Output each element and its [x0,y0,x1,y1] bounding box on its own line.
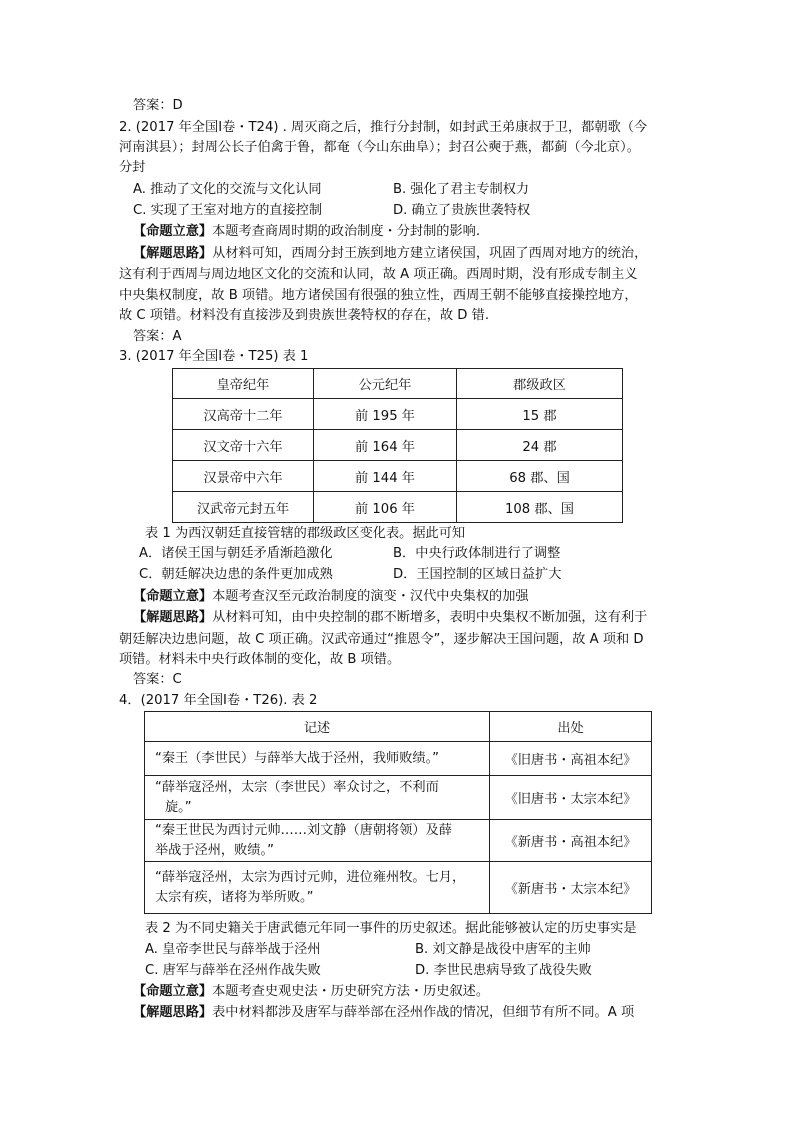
table-row [173,492,623,523]
q3-option-b: B．中央行政体制进行了调整 [393,546,561,561]
table-row [173,399,623,430]
q4-table [144,711,652,914]
table-cell: 汉高帝十二年 [173,399,314,430]
q2-analysis-line-4: 故 C 项错。材料没有直接涉及到贵族世袭特权的存在，故 D 错. [119,308,490,323]
q2-analysis-line-3: 中央集权制度，故 B 项错。地方诸侯国有很强的独立性，西周王朝不能够直接操控地方， [119,288,638,303]
q4-option-b: B. 刘文静是战役中唐军的主帅 [415,942,591,957]
q4-table-header-row [145,712,652,742]
q4-analysis-label: 【解题思路】 [133,1005,213,1020]
table-cell: 15 郡 [457,399,623,430]
q3-table-header: 皇帝纪年 [173,369,314,399]
q2-option-c: C. 实现了王室对地方的直接控制 [133,203,323,218]
q2-option-a: A. 推动了文化的交流与文化认同 [133,182,322,197]
table-row [173,461,623,492]
q4-analysis-line-1 [133,1003,634,1023]
table-row [145,776,652,820]
q2-option-d: D. 确立了贵族世袭特权 [393,203,531,218]
q3-intent [133,587,529,607]
table-cell: 68 郡、国 [457,461,623,492]
q4-intent-text: 本题考查史观史法・历史研究方法・历史叙述。 [212,984,490,999]
q3-table-header: 郡级政区 [457,369,623,399]
q3-intent-text: 本题考查汉至元政治制度的演变・汉代中央集权的加强 [212,589,529,604]
q2-intent-label: 【命题立意】 [133,224,213,239]
q3-intent-label: 【命题立意】 [133,589,213,604]
q3-answer: 答案：C [133,672,182,687]
q2-analysis-text-1: 从材料可知，西周分封王族到地方建立诸侯国，巩固了西周对地方的统治， [212,246,648,261]
q4-option-d: D. 李世民患病导致了战役失败 [415,963,592,978]
q4-intent [133,982,489,1002]
table-cell-text: “薛举寇泾州，太宗（李世民）率众讨之，不利而 旋。” [145,776,490,820]
table-cell-source: 《旧唐书・太宗本纪》 [490,776,652,820]
q2-analysis-line-1 [133,244,647,264]
q2-stem-line-1: 2. (2017 年全国Ⅰ卷・T24) . 周灭商之后，推行分封制，如封武王弟康叔于卫，都朝歌（今 [119,120,648,135]
q4-table-header: 记述 [145,712,490,742]
q2-option-b: B. 强化了君主专制权力 [393,182,530,197]
q1-answer: 答案：D [133,98,183,113]
q2-intent [133,222,480,242]
table-cell-text: “薛举寇泾州，太宗为西讨元帅，进位雍州牧。七月， 太宗有疾，诸将为举所败。” [145,862,490,914]
q3-question: 表 1 为西汉朝廷直接管辖的郡级政区变化表。据此可知 [145,526,466,541]
q4-stem: 4．(2017 年全国Ⅰ卷・T26). 表 2 [119,693,318,708]
table-cell: 108 郡、国 [457,492,623,523]
table-cell: 前 195 年 [314,399,457,430]
q3-analysis-label: 【解题思路】 [133,610,213,625]
q3-stem: 3. (2017 年全国Ⅰ卷・T25) 表 1 [119,349,309,364]
q3-option-c: C．朝廷解决边患的条件更加成熟 [139,567,333,582]
q3-analysis-text-1: 从材料可知，由中央控制的郡不断增多，表明中央集权不断加强，这有利于 [212,610,648,625]
table-cell: 汉武帝元封五年 [173,492,314,523]
q3-option-a: A．诸侯王国与朝廷矛盾渐趋激化 [139,546,333,561]
q2-intent-text: 本题考查商周时期的政治制度・分封制的影响. [212,224,481,239]
q3-option-d: D．王国控制的区域日益扩大 [393,567,562,582]
q3-table-header-row [173,369,623,399]
table-cell-text: “秦王（李世民）与薛举大战于泾州，我师败绩。” [145,742,490,776]
q3-analysis-line-2: 朝廷解决边患问题，故 C 项正确。汉武帝通过“推恩令”，逐步解决王国问题，故 A 项和 D [119,632,644,647]
q2-analysis-label: 【解题思路】 [133,246,213,261]
q4-option-a: A. 皇帝李世民与薛举战于泾州 [145,942,321,957]
table-row [145,862,652,914]
table-cell: 汉文帝十六年 [173,430,314,461]
q4-table-header: 出处 [490,712,652,742]
q3-analysis-line-3: 项错。材料未中央行政体制的变化，故 B 项错。 [119,652,401,667]
table-cell: 前 144 年 [314,461,457,492]
table-row [145,820,652,862]
q4-analysis-text-1: 表中材料都涉及唐军与薛举部在泾州作战的情况，但细节有所不同。A 项 [212,1005,635,1020]
table-row [145,742,652,776]
table-cell-source: 《新唐书・高祖本纪》 [490,820,652,862]
q4-option-c: C. 唐军与薛举在泾州作战失败 [145,963,321,978]
table-row [173,430,623,461]
table-cell-text: “秦王世民为西讨元帅……刘文静（唐朝将领）及薛 举战于泾州，败绩。” [145,820,490,862]
q3-table-header: 公元纪年 [314,369,457,399]
q2-stem-line-2: 河南淇县）；封周公长子伯禽于鲁，都奄（今山东曲阜）；封召公奭于燕，都蓟（今北京）。 [119,140,640,155]
q4-question: 表 2 为不同史籍关于唐武德元年同一事件的历史叙述。据此能够被认定的历史事实是 [145,921,637,936]
table-cell: 24 郡 [457,430,623,461]
table-cell: 前 106 年 [314,492,457,523]
q3-analysis-line-1 [133,608,647,628]
table-cell: 汉景帝中六年 [173,461,314,492]
table-cell: 前 164 年 [314,430,457,461]
q2-stem-line-3: 分封 [119,160,146,175]
table-cell-source: 《旧唐书・高祖本纪》 [490,742,652,776]
q2-answer: 答案：A [133,329,182,344]
table-cell-source: 《新唐书・太宗本纪》 [490,862,652,914]
q4-intent-label: 【命题立意】 [133,984,213,999]
q2-analysis-line-2: 这有利于西周与周边地区文化的交流和认同，故 A 项正确。西周时期，没有形成专制主义 [119,267,638,282]
q3-table [172,368,623,523]
